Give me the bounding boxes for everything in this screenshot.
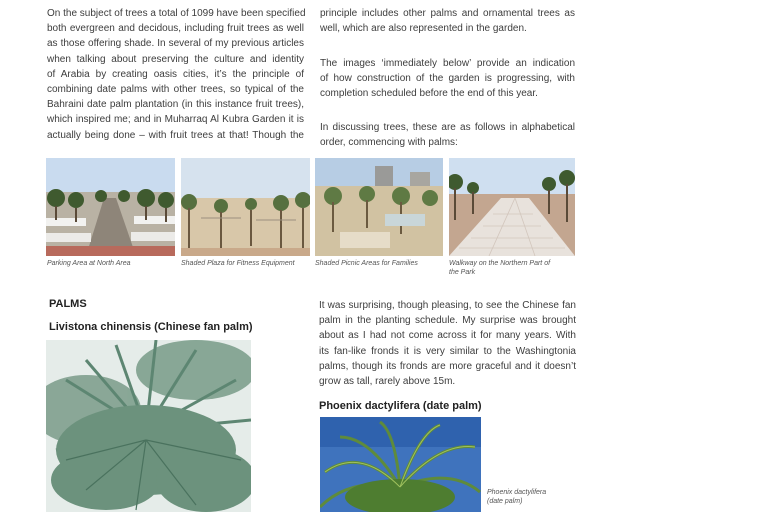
date-palm-caption: [487, 489, 546, 506]
text-line: On the subject of trees a total of 1099 have been specified: [47, 8, 306, 19]
text-line: order, commencing with palms:: [320, 137, 458, 149]
text-line: well, which are also represented in the garden.: [320, 23, 527, 35]
caption-line: (date palm): [487, 497, 523, 505]
text-line: when talking about preserving the culture and identity: [47, 53, 304, 65]
text-line: of how construction of the garden is progressing, with: [320, 73, 575, 85]
text-line: as those offering shade. In several of my previous articles: [47, 38, 304, 50]
text-line: of Arabia by creating oasis cities, it’s the principle of: [47, 68, 304, 80]
intro-paragraph-right-2: [320, 56, 575, 102]
text-line: palms, though its fronds are more graceful and it doesn’t: [319, 360, 576, 372]
text-line: The images ‘immediately below’ provide an indication: [320, 58, 575, 69]
livistona-heading: Livistona chinensis (Chinese fan palm): [49, 321, 253, 333]
text-line: It was surprising, though pleasing, to see the Chinese fan: [319, 300, 576, 311]
picnic-areas-photo: [315, 158, 443, 256]
walkway-photo: [449, 158, 575, 256]
text-line: actually being done – with fruit trees at that! Though the: [47, 129, 304, 141]
caption-line: the Park: [449, 268, 476, 276]
shaded-plaza-photo: [181, 158, 310, 256]
caption-line: Walkway on the Northern Part of: [449, 260, 551, 267]
livistona-description: [319, 298, 576, 389]
photo-caption: Shaded Picnic Areas for Families: [315, 260, 418, 267]
text-line: In discussing trees, these are as follows in alphabetical: [320, 122, 575, 133]
photo-caption: Shaded Plaza for Fitness Equipment: [181, 260, 295, 267]
text-line: its fan-like fronds it is very similar to the Washingtonia: [319, 345, 576, 357]
text-line: palm in the planting schedule. My surprise was brought: [319, 315, 576, 327]
chinese-fan-palm-photo: [46, 340, 251, 512]
intro-paragraph-right-1: [320, 6, 575, 36]
photo-caption: Parking Area at North Area: [47, 260, 131, 267]
text-line: principle includes other palms and ornamental trees as: [320, 8, 575, 19]
caption-line: Phoenix dactylifera: [487, 489, 547, 496]
text-line: completion scheduled before the end of this year.: [320, 88, 538, 100]
date-palm-photo: [320, 417, 481, 512]
text-line: which inspired me; and in Muharraq Al Kubra Garden it is: [47, 114, 304, 126]
text-line: both evergreen and decidous, including fruit trees as well: [47, 23, 304, 35]
text-line: grow as tall, rarely above 15m.: [319, 376, 456, 388]
photo-caption: [449, 260, 550, 277]
text-line: about as I had not come across it for many years. With: [319, 330, 576, 342]
phoenix-heading: Phoenix dactylifera (date palm): [319, 400, 482, 412]
intro-paragraph-left: [47, 6, 304, 143]
text-line: combining date palms with other trees, so typical of the: [47, 84, 304, 96]
intro-paragraph-right-3: [320, 120, 575, 150]
section-heading-palms: PALMS: [49, 298, 87, 310]
parking-area-photo: [46, 158, 175, 256]
text-line: Bahraini date palm plantation (in this instance fruit trees),: [47, 99, 304, 111]
